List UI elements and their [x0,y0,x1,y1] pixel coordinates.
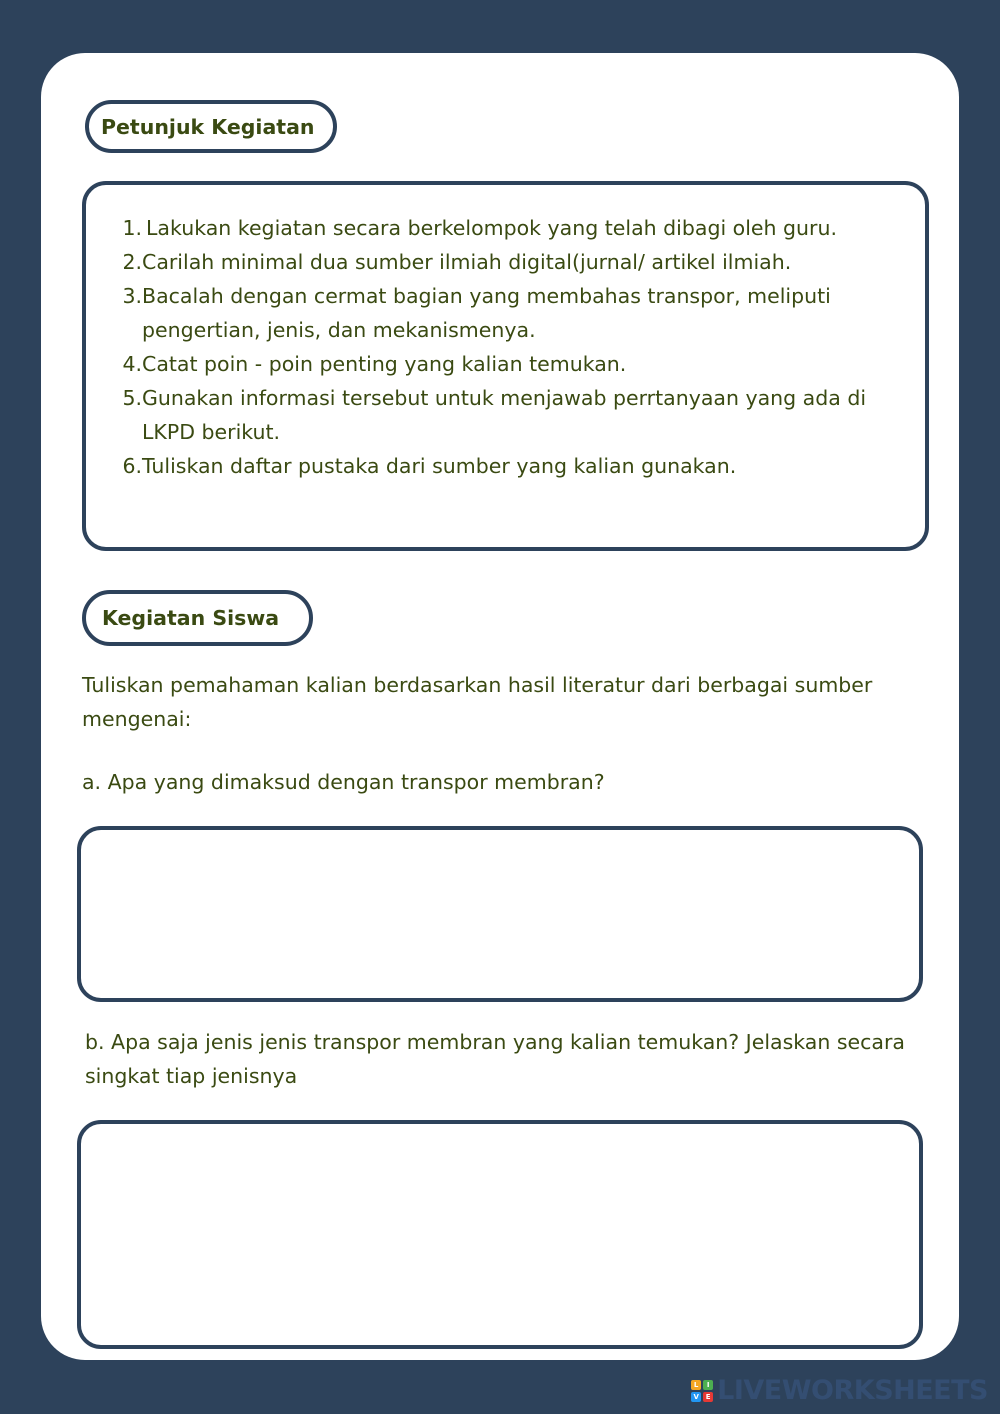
instruction-item: 5. Gunakan informasi tersebut untuk menjawab perrtanyaan yang ada di LKPD berikut. [122,386,867,444]
instruction-item: 4. Catat poin - poin penting yang kalian temukan. [122,352,627,376]
logo-letter: L [691,1380,701,1390]
petunjuk-kegiatan-text: Petunjuk Kegiatan [101,114,315,139]
liveworksheets-wordmark: LIVEWORKSHEETS [717,1375,988,1406]
instruction-item: 1. Lakukan kegiatan secara berkelompok yang telah dibagi oleh guru. [122,216,837,240]
logo-letter: V [691,1392,701,1402]
intro-text: Tuliskan pemahaman kalian berdasarkan hasil literatur dari berbagai sumber mengenai: [82,673,873,731]
instruction-item: 6. Tuliskan daftar pustaka dari sumber yang kalian gunakan. [122,454,737,478]
petunjuk-kegiatan-label [85,100,337,153]
instruction-item: 3. Bacalah dengan cermat bagian yang membahas transpor, meliputi pengertian, jenis, dan mekanismenya. [122,284,831,342]
answer-b-box[interactable] [77,1120,923,1349]
instructions-list [115,211,905,483]
liveworksheets-brand [691,1375,988,1406]
answer-a-box[interactable] [77,826,923,1002]
question-a: a. Apa yang dimaksud dengan transpor membran? [82,770,605,794]
logo-letter: E [703,1392,713,1402]
liveworksheets-logo-icon [691,1380,713,1402]
question-b: b. Apa saja jenis jenis transpor membran yang kalian temukan? Jelaskan secara singkat tiap jenisnya [85,1030,905,1088]
kegiatan-siswa-text: Kegiatan Siswa [102,606,280,630]
instruction-item: 2. Carilah minimal dua sumber ilmiah digital(jurnal/ artikel ilmiah. [122,250,792,274]
kegiatan-siswa-label [82,590,313,646]
logo-letter: I [703,1380,713,1390]
